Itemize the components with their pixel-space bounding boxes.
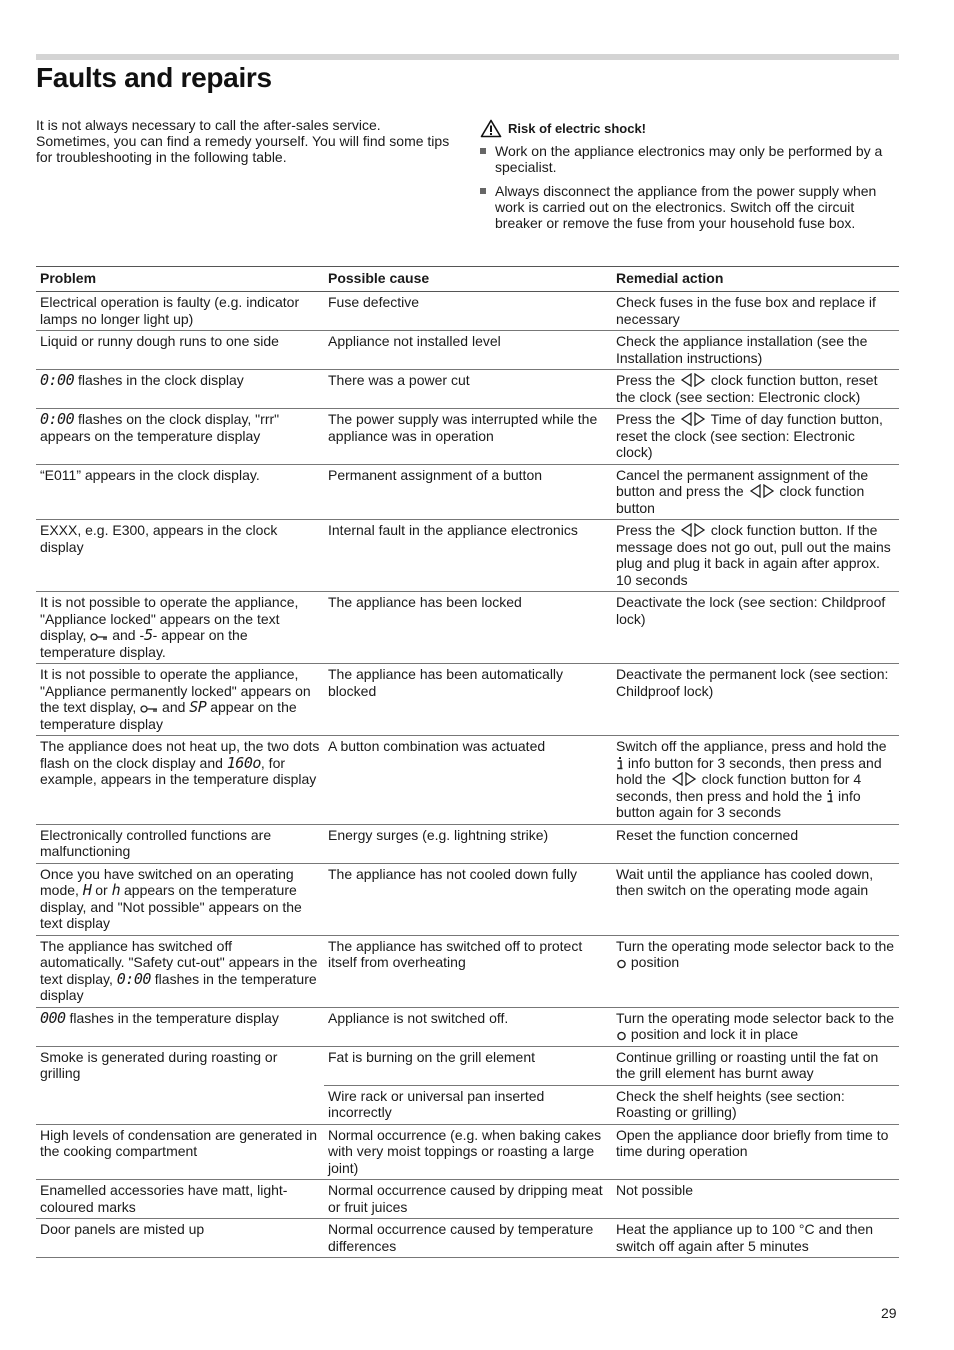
cause-cell: Wire rack or universal pan inserted incorrectly [324, 1085, 612, 1124]
key-lock-icon [140, 704, 158, 714]
table-header-row [36, 267, 899, 292]
remedy-cell: Not possible [612, 1180, 899, 1219]
remedy-text: Time of day function button, reset the clock (see section: Electronic clock) [616, 411, 883, 460]
segment-display-text: 000 [40, 1008, 66, 1027]
problem-text: Once you have switched on an operating mode, [40, 865, 294, 898]
clock-button-icon [670, 772, 698, 786]
problem-cell [36, 935, 324, 1007]
segment-display-text: h [111, 881, 121, 899]
segment-display-text: 0:00 [40, 410, 75, 428]
problem-cell: Door panels are misted up [36, 1219, 324, 1258]
remedy-text: clock function button [616, 483, 865, 516]
remedy-text: clock function button. If the message does not go out, pull out the mains plug and plug it back in again after approx. 10 seconds [616, 522, 891, 588]
cause-cell: A button combination was actuated [324, 736, 612, 825]
bullet-square-icon [480, 188, 486, 194]
cause-cell: Permanent assignment of a button [324, 464, 612, 520]
problem-text: or [91, 882, 112, 898]
warning-title-row [480, 119, 900, 138]
remedy-cell [612, 935, 899, 1007]
page-title: Faults and repairs [36, 62, 272, 93]
table-row [36, 664, 899, 736]
remedy-cell [612, 464, 899, 520]
problem-cell [36, 592, 324, 664]
remedy-cell: Wait until the appliance has cooled down, then switch on the operating mode again [612, 863, 899, 935]
table-row [36, 863, 899, 935]
problem-text: - appear on the temperature display. [40, 627, 248, 660]
faults-table [36, 266, 899, 1258]
bullet-square-icon [480, 148, 486, 154]
problem-text: It is not possible to operate the appliance, "Appliance permanently locked" appears on the text display, [40, 666, 311, 715]
segment-display-text: 5 [144, 626, 153, 644]
header-cause: Possible cause [324, 267, 612, 292]
warning-item [480, 183, 900, 231]
remedy-cell: Heat the appliance up to 100 °C and then switch off again after 5 minutes [612, 1219, 899, 1258]
problem-cell: High levels of condensation are generated in the cooking compartment [36, 1124, 324, 1180]
warning-item-text: Always disconnect the appliance from the power supply when work is carried out on the electronics. Switch off the circuit breaker or remove the fuse from your household fuse box. [495, 183, 877, 231]
warning-triangle-icon [480, 119, 502, 138]
off-position-icon [616, 1030, 627, 1041]
warning-title: Risk of electric shock! [508, 120, 646, 136]
problem-text: , for example, appears in the temperature display [40, 754, 317, 787]
remedy-cell [612, 520, 899, 592]
problem-cell: Enamelled accessories have matt, light-coloured marks [36, 1180, 324, 1219]
header-problem: Problem [36, 267, 324, 292]
cause-cell: There was a power cut [324, 370, 612, 409]
table-row [36, 1219, 899, 1258]
table-row [36, 592, 899, 664]
segment-display-text: 0:00 [40, 371, 75, 389]
remedy-cell: Check fuses in the fuse box and replace if necessary [612, 292, 899, 331]
cause-cell: Normal occurrence (e.g. when baking cakes with very moist toppings or roasting a large joint) [324, 1124, 612, 1180]
remedy-text: Turn the operating mode selector back to the [616, 937, 895, 954]
problem-cell [36, 370, 324, 409]
clock-button-icon [679, 373, 707, 387]
remedy-cell: Deactivate the permanent lock (see section: Childproof lock) [612, 664, 899, 736]
problem-text: and [158, 699, 190, 715]
problem-cell [36, 863, 324, 935]
table-row [36, 1046, 899, 1085]
info-icon [616, 756, 624, 770]
table-row [36, 736, 899, 825]
remedy-cell [612, 1007, 899, 1046]
cause-cell: Energy surges (e.g. lightning strike) [324, 824, 612, 863]
clock-button-icon [748, 484, 776, 498]
remedy-text: position and lock it in place [627, 1026, 799, 1042]
remedy-cell: Check the shelf heights (see section: Roasting or grilling) [612, 1085, 899, 1124]
remedy-text: info button again for 3 seconds [616, 787, 861, 820]
warning-list [480, 143, 900, 231]
problem-text: flashes in the temperature display [65, 1009, 279, 1026]
cause-cell: Appliance is not switched off. [324, 1007, 612, 1046]
table-row [36, 935, 899, 1007]
segment-display-text: H [82, 881, 92, 899]
problem-text: flashes on the clock display, "rrr" appears on the temperature display [40, 411, 280, 444]
remedy-cell [612, 370, 899, 409]
segment-display-text: 0:00 [116, 969, 151, 988]
clock-button-icon [679, 412, 707, 426]
remedy-text: Press the [616, 522, 680, 538]
problem-cell [36, 736, 324, 825]
table-row [36, 1180, 899, 1219]
problem-cell: Smoke is generated during roasting or grilling [36, 1046, 324, 1124]
table-row [36, 409, 899, 465]
header-rule [36, 54, 899, 60]
remedy-text: Press the [616, 411, 680, 427]
problem-text: and - [108, 627, 145, 643]
problem-cell: “E011” appears in the clock display. [36, 464, 324, 520]
problem-cell [36, 664, 324, 736]
warning-item-text: Work on the appliance electronics may only be performed by a specialist. [495, 143, 883, 175]
remedy-cell: Deactivate the lock (see section: Childproof lock) [612, 592, 899, 664]
table-row [36, 464, 899, 520]
clock-button-icon [679, 523, 707, 537]
remedy-text: Switch off the appliance, press and hold the [616, 738, 887, 754]
table-row [36, 331, 899, 370]
cause-cell: The appliance has been automatically blocked [324, 664, 612, 736]
cause-cell: The appliance has not cooled down fully [324, 863, 612, 935]
problem-cell: EXXX, e.g. E300, appears in the clock display [36, 520, 324, 592]
problem-cell: Liquid or runny dough runs to one side [36, 331, 324, 370]
remedy-cell: Reset the function concerned [612, 824, 899, 863]
remedy-text: clock function button, reset the clock (see section: Electronic clock) [616, 372, 878, 405]
cause-cell: Appliance not installed level [324, 331, 612, 370]
remedy-cell [612, 409, 899, 465]
cause-cell: Fat is burning on the grill element [324, 1046, 612, 1085]
info-icon [826, 789, 834, 803]
problem-cell [36, 409, 324, 465]
segment-display-text: SP [189, 698, 207, 716]
table-row [36, 370, 899, 409]
page-number: 29 [881, 1305, 897, 1321]
cause-cell: Normal occurrence caused by dripping meat or fruit juices [324, 1180, 612, 1219]
warning-item [480, 143, 900, 175]
table-row [36, 520, 899, 592]
remedy-cell: Check the appliance installation (see the Installation instructions) [612, 331, 899, 370]
table-row [36, 1007, 899, 1046]
problem-text: flashes in the temperature display [40, 970, 317, 1003]
problem-cell: Electrical operation is faulty (e.g. indicator lamps no longer light up) [36, 292, 324, 331]
problem-text: appears on the temperature display, and "Not possible" appears on the text display [40, 882, 302, 931]
intro-paragraph: It is not always necessary to call the after-sales service. Sometimes, you can find a remedy yourself. You will find some tips for troubleshooting in the following table. [36, 117, 450, 165]
problem-text: flashes in the clock display [74, 372, 244, 388]
cause-cell: The appliance has switched off to protect itself from overheating [324, 935, 612, 1007]
cause-cell: The power supply was interrupted while the appliance was in operation [324, 409, 612, 465]
table-row [36, 292, 899, 331]
cause-cell: Normal occurrence caused by temperature differences [324, 1219, 612, 1258]
cause-cell: Internal fault in the appliance electronics [324, 520, 612, 592]
key-lock-icon [90, 632, 108, 642]
off-position-icon [616, 958, 627, 969]
table-row [36, 1124, 899, 1180]
remedy-text: clock function button for 4 seconds, then press and hold the [616, 771, 862, 804]
warning-box [480, 119, 900, 239]
problem-text: It is not possible to operate the appliance, "Appliance locked" appears on the text display, [40, 594, 299, 643]
remedy-cell: Continue grilling or roasting until the fat on the grill element has burnt away [612, 1046, 899, 1085]
problem-cell: Electronically controlled functions are malfunctioning [36, 824, 324, 863]
cause-cell: Fuse defective [324, 292, 612, 331]
remedy-text: Press the [616, 372, 680, 388]
header-remedy: Remedial action [612, 267, 899, 292]
segment-display-text: 160o [226, 753, 261, 772]
remedy-text: Turn the operating mode selector back to the [616, 1009, 895, 1026]
remedy-text: Cancel the permanent assignment of the button and press the [616, 466, 869, 499]
problem-text: The appliance does not heat up, the two dots flash on the clock display and [40, 738, 320, 771]
remedy-cell: Open the appliance door briefly from time to time during operation [612, 1124, 899, 1180]
problem-cell [36, 1007, 324, 1046]
problem-text: The appliance has switched off automatically. "Safety cut-out" appears in the text display, [40, 937, 318, 987]
cause-cell: The appliance has been locked [324, 592, 612, 664]
remedy-cell [612, 736, 899, 825]
remedy-text: info button for 3 seconds, then press and hold the [616, 754, 882, 787]
problem-text: appear on the temperature display [40, 699, 297, 732]
table-row [36, 824, 899, 863]
remedy-text: position [627, 954, 680, 970]
